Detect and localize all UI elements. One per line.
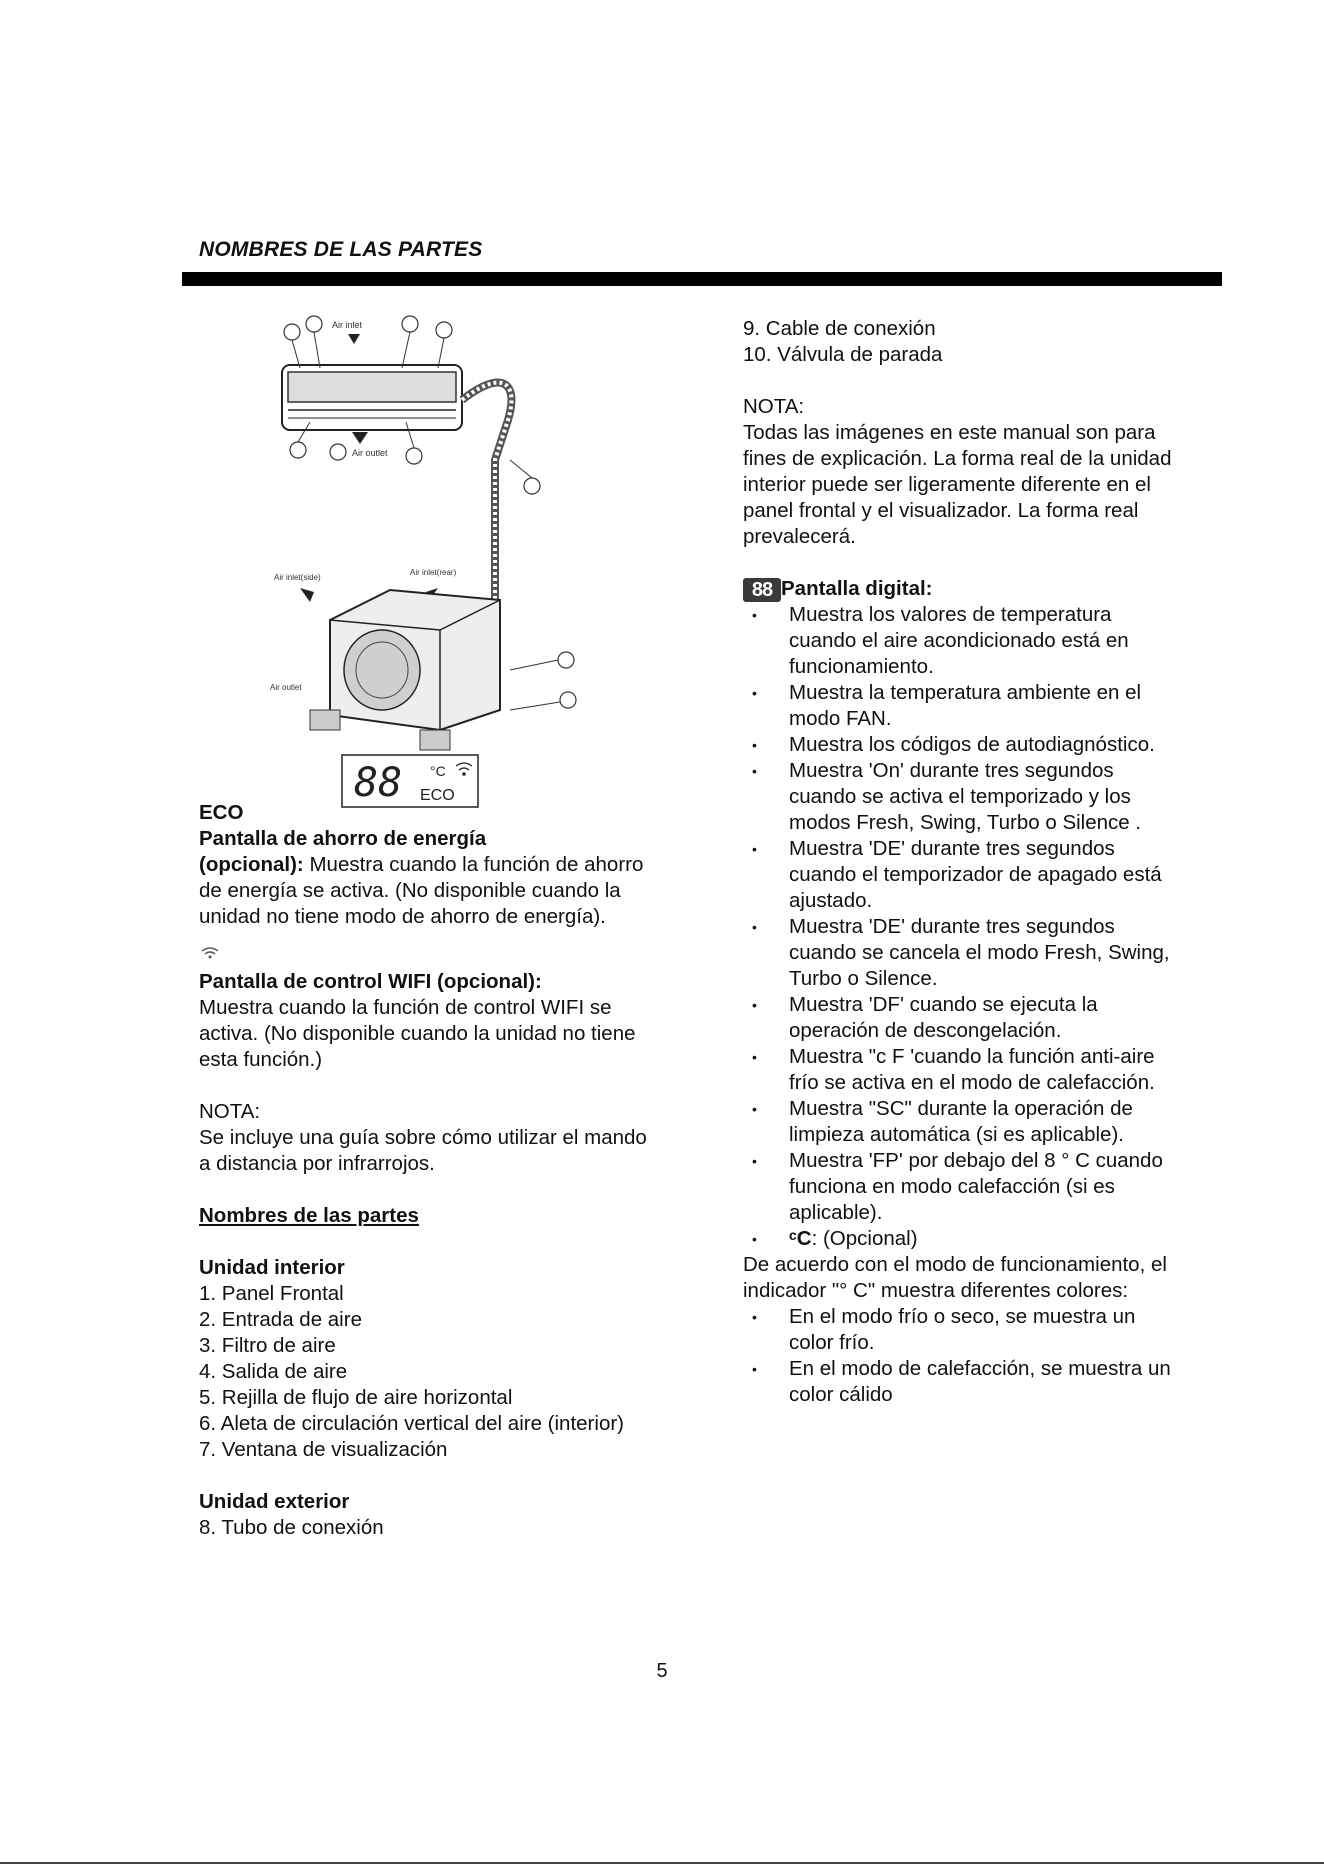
left-nota-text: Se incluye una guía sobre cómo utilizar el mando a distancia por infrarrojos. bbox=[199, 1126, 647, 1175]
eco-desc: Muestra cuando la función de ahorro de energía se activa. (No disponible cuando la unidad no tiene modo de ahorro de energía). bbox=[199, 853, 644, 928]
header-rule bbox=[182, 272, 1222, 286]
color-intro: De acuerdo con el modo de funcionamiento, el indicador "° C" muestra diferentes colores: bbox=[743, 1253, 1167, 1302]
wifi-icon bbox=[199, 943, 221, 969]
digital-heading bbox=[743, 576, 1183, 602]
color-bullets bbox=[743, 1304, 1183, 1408]
list-item: • Muestra 'On' durante tres segundos cuando se activa el temporizado y los modos Fresh, Swing, Turbo o Silence . bbox=[743, 758, 1183, 836]
left-nota-label: NOTA: bbox=[199, 1100, 261, 1123]
list-item: • En el modo de calefacción, se muestra un color cálido bbox=[743, 1356, 1183, 1408]
digital-display-icon: 88 bbox=[743, 578, 781, 602]
list-item: • Muestra 'FP' por debajo del 8 ° C cuando funciona en modo calefacción (si es aplicable). bbox=[743, 1148, 1183, 1226]
air-inlet-side-label: Air inlet(side) bbox=[274, 573, 321, 582]
page-number: 5 bbox=[656, 1660, 668, 1682]
celsius-bullet-text: : (Opcional) bbox=[811, 1227, 918, 1250]
eco-paragraph bbox=[199, 826, 659, 930]
wifi-desc: Muestra cuando la función de control WIFI se activa. (No disponible cuando la unidad no tiene esta función.) bbox=[199, 996, 636, 1071]
outdoor-item: 8. Tubo de conexión bbox=[199, 1516, 384, 1539]
indoor-item: 2. Entrada de aire bbox=[199, 1308, 362, 1331]
indoor-item: 7. Ventana de visualización bbox=[199, 1438, 448, 1461]
outdoor-heading: Unidad exterior bbox=[199, 1490, 350, 1513]
wifi-title: Pantalla de control WIFI (opcional): bbox=[199, 970, 542, 993]
outdoor-unit bbox=[310, 590, 500, 750]
unit-diagram bbox=[270, 310, 600, 810]
list-item: • En el modo frío o seco, se muestra un color frío. bbox=[743, 1304, 1183, 1356]
list-item: • Muestra "SC" durante la operación de limpieza automática (si es aplicable). bbox=[743, 1096, 1183, 1148]
section-title: NOMBRES DE LAS PARTES bbox=[199, 238, 483, 261]
eco-heading: ECO bbox=[199, 801, 244, 824]
list-item: • Muestra 'DE' durante tres segundos cuando el temporizador de apagado está ajustado. bbox=[743, 836, 1183, 914]
air-outlet-label: Air outlet bbox=[352, 448, 388, 458]
list-item: • Muestra los códigos de autodiagnóstico. bbox=[743, 732, 1183, 758]
indoor-item: 3. Filtro de aire bbox=[199, 1334, 336, 1357]
list-item: • Muestra "c F 'cuando la función anti-aire frío se activa en el modo de calefacción. bbox=[743, 1044, 1183, 1096]
eco-optional: (opcional): bbox=[199, 853, 304, 876]
indoor-heading: Unidad interior bbox=[199, 1256, 345, 1279]
display-digits: 88 bbox=[354, 760, 403, 806]
list-item bbox=[743, 1226, 1183, 1252]
left-column bbox=[199, 800, 659, 1541]
air-inlet-label: Air inlet bbox=[332, 320, 363, 330]
list-item: • Muestra 'DF' cuando se ejecuta la operación de descongelación. bbox=[743, 992, 1183, 1044]
digital-title: Pantalla digital: bbox=[781, 577, 933, 600]
indoor-item: 4. Salida de aire bbox=[199, 1360, 348, 1383]
right-nota-label: NOTA: bbox=[743, 395, 805, 418]
footer-rule bbox=[0, 1862, 1324, 1864]
display-unit: °C bbox=[430, 763, 446, 779]
list-item: • Muestra la temperatura ambiente en el modo FAN. bbox=[743, 680, 1183, 732]
parts-heading: Nombres de las partes bbox=[199, 1204, 419, 1227]
parts-item: 10. Válvula de parada bbox=[743, 343, 943, 366]
indoor-item: 1. Panel Frontal bbox=[199, 1282, 344, 1305]
celsius-icon: ᶜC bbox=[789, 1227, 812, 1250]
list-item: • Muestra 'DE' durante tres segundos cuando se cancela el modo Fresh, Swing, Turbo o Silence. bbox=[743, 914, 1183, 992]
indoor-item: 5. Rejilla de flujo de aire horizontal bbox=[199, 1386, 513, 1409]
eco-title: Pantalla de ahorro de energía bbox=[199, 827, 487, 850]
list-item: • Muestra los valores de temperatura cuando el aire acondicionado está en funcionamiento. bbox=[743, 602, 1183, 680]
air-inlet-rear-label: Air inlet(rear) bbox=[410, 568, 457, 577]
indoor-item: 6. Aleta de circulación vertical del aire (interior) bbox=[199, 1412, 624, 1435]
display-eco: ECO bbox=[420, 787, 455, 804]
digital-bullets bbox=[743, 602, 1183, 1252]
outdoor-air-outlet-label: Air outlet bbox=[270, 683, 302, 692]
right-column bbox=[743, 316, 1183, 1408]
parts-item: 9. Cable de conexión bbox=[743, 317, 936, 340]
right-nota-text: Todas las imágenes en este manual son para fines de explicación. La forma real de la unidad interior puede ser ligeramente diferente en el panel frontal y el visualizador. La forma real prevalecerá. bbox=[743, 421, 1172, 548]
